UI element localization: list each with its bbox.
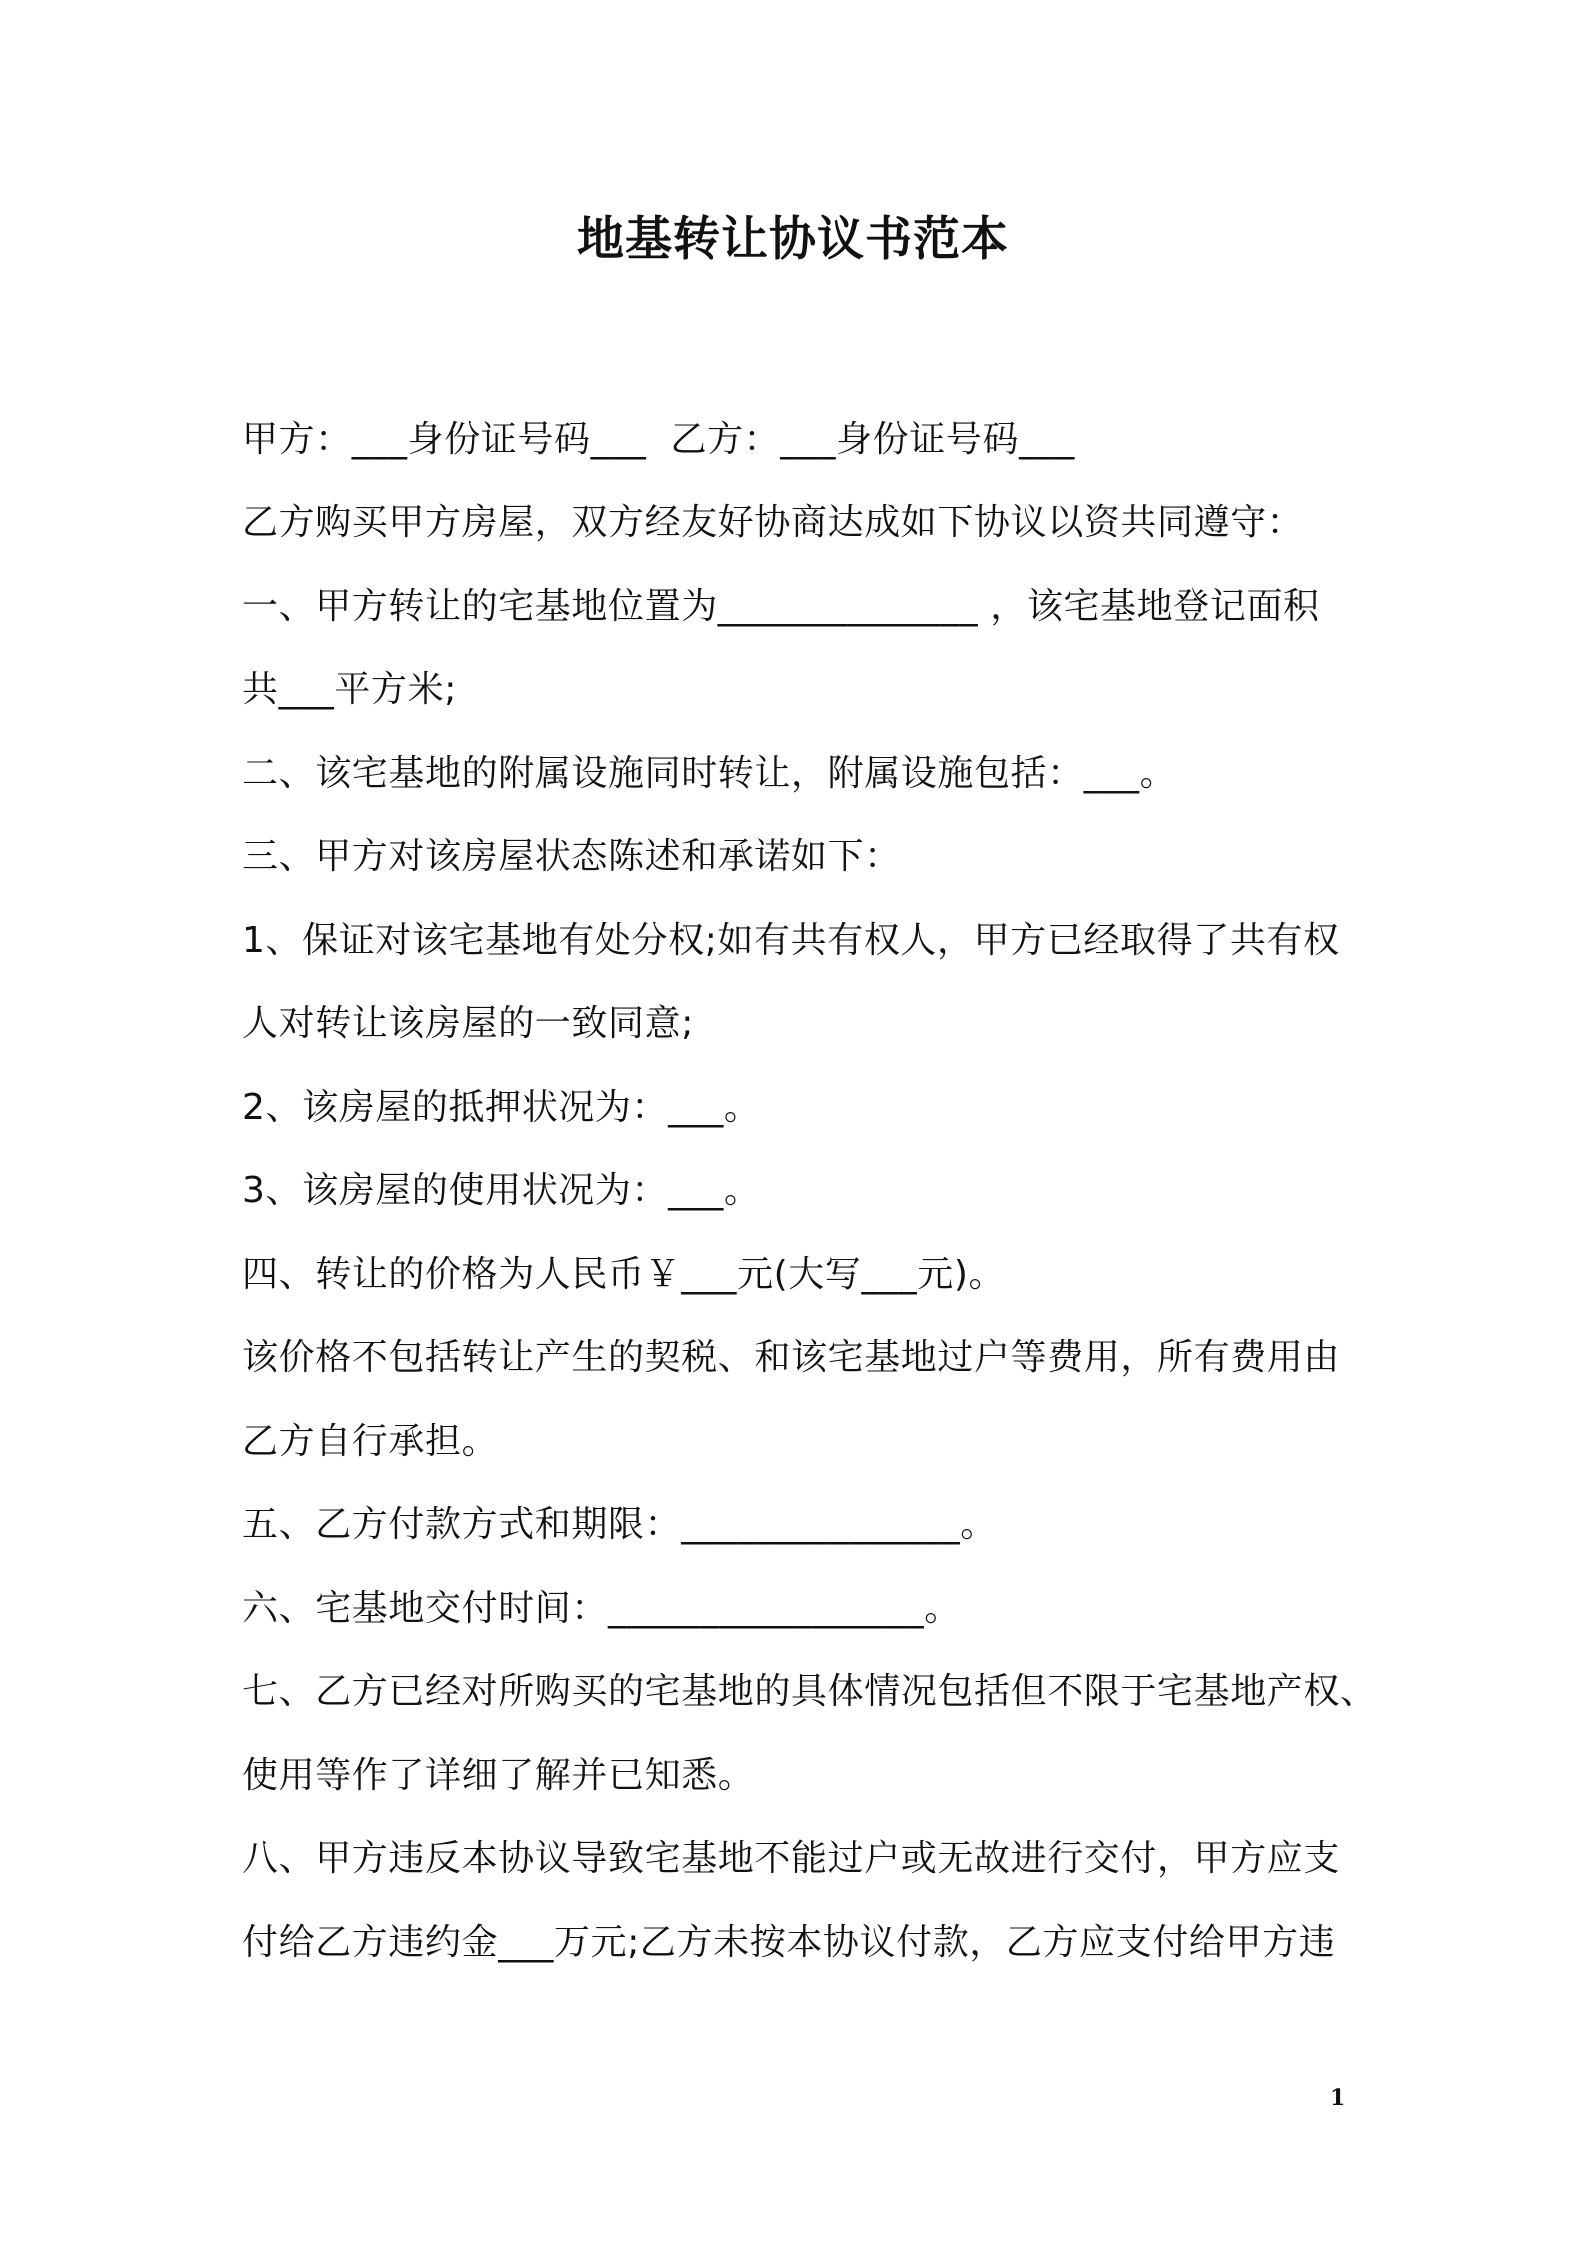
clause-6-line: 六、宅基地交付时间：_________________。	[242, 1588, 961, 1629]
clause-2-line: 二、该宅基地的附属设施同时转让，附属设施包括：___。	[242, 753, 1177, 794]
clause-3-item-3: 3、该房屋的使用状况为：___。	[242, 1170, 761, 1211]
clause-4-line-2: 该价格不包括转让产生的契税、和该宅基地过户等费用，所有费用由	[242, 1337, 1341, 1378]
page-number: 1	[1330, 2085, 1346, 2111]
clause-5-line: 五、乙方付款方式和期限：_______________。	[242, 1504, 997, 1545]
clause-3-item-2: 2、该房屋的抵押状况为：___。	[242, 1087, 761, 1128]
document-title: 地基转让协议书范本	[577, 212, 1009, 267]
clause-7-line-1: 七、乙方已经对所购买的宅基地的具体情况包括但不限于宅基地产权、	[242, 1671, 1377, 1712]
clause-3-item-1-line-2: 人对转让该房屋的一致同意;	[242, 1003, 694, 1044]
clause-8-line-2: 付给乙方违约金___万元;乙方未按本协议付款，乙方应支付给甲方违	[242, 1922, 1336, 1963]
clause-7-line-2: 使用等作了详细了解并已知悉。	[242, 1755, 755, 1796]
clause-3-item-1-line-1: 1、保证对该宅基地有处分权;如有共有权人，甲方已经取得了共有权	[242, 920, 1340, 961]
clause-3-heading: 三、甲方对该房屋状态陈述和承诺如下：	[242, 836, 901, 877]
clause-8-line-1: 八、甲方违反本协议导致宅基地不能过户或无故进行交付，甲方应支	[242, 1838, 1341, 1879]
clause-4-line-1: 四、转让的价格为人民币￥___元(大写___元)。	[242, 1254, 1006, 1295]
clause-1-line-2: 共___平方米;	[242, 669, 457, 710]
party-info-line: 甲方：___身份证号码___ 乙方：___身份证号码___	[242, 419, 1075, 460]
agreement-intro-line: 乙方购买甲方房屋，双方经友好协商达成如下协议以资共同遵守：	[242, 502, 1304, 543]
clause-4-line-3: 乙方自行承担。	[242, 1421, 499, 1462]
clause-1-line-1: 一、甲方转让的宅基地位置为______________ ，该宅基地登记面积	[242, 586, 1320, 627]
